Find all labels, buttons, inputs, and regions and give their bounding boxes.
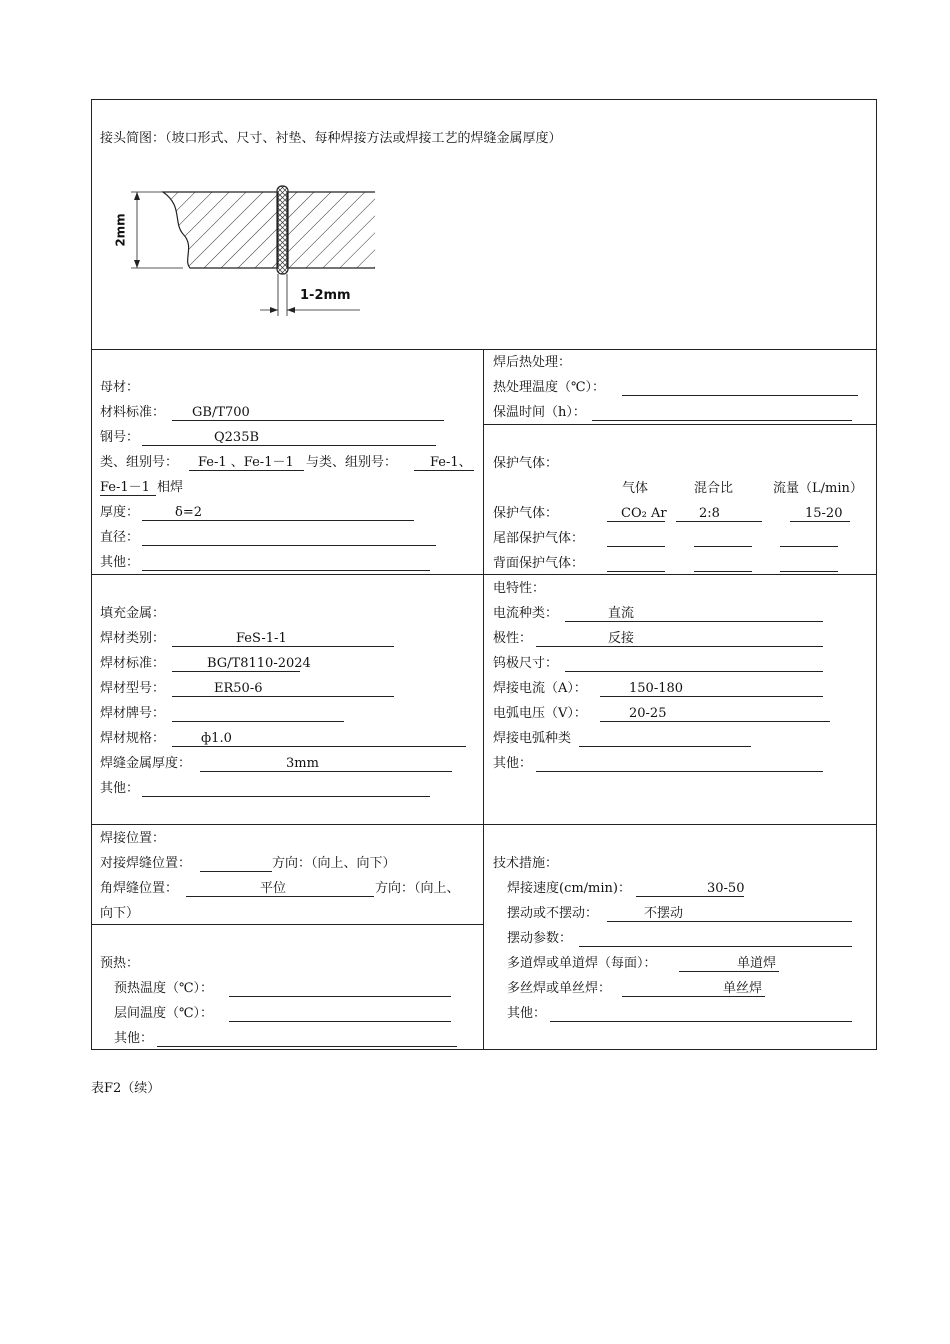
weave-value[interactable]: 不摆动 bbox=[644, 906, 684, 921]
electrical-heading: 电特性： bbox=[493, 581, 546, 596]
underline bbox=[200, 771, 452, 772]
filler-model-label: 焊材型号： bbox=[100, 681, 166, 696]
divider bbox=[91, 574, 877, 575]
gas-col-flow: 流量（L/min） bbox=[773, 481, 863, 496]
tungsten-field[interactable] bbox=[565, 671, 823, 672]
polarity-label: 极性： bbox=[493, 631, 533, 646]
filler-brand-label: 焊材牌号： bbox=[100, 706, 166, 721]
arc-type-field[interactable] bbox=[579, 746, 751, 747]
shield-mix-value[interactable]: 2:8 bbox=[699, 506, 720, 521]
back-gas-label: 背面保护气体： bbox=[493, 556, 585, 571]
current-type-label: 电流种类： bbox=[493, 606, 559, 621]
shield-gas-label: 保护气体： bbox=[493, 506, 559, 521]
back-flow-field[interactable] bbox=[780, 571, 838, 572]
class-end-label: 相焊 bbox=[157, 480, 184, 495]
gas-col-mix: 混合比 bbox=[694, 481, 734, 496]
electrical-other-field[interactable] bbox=[536, 771, 823, 772]
pwht-temp-label: 热处理温度（℃）： bbox=[493, 380, 606, 395]
current-value[interactable]: 150-180 bbox=[629, 681, 684, 696]
filler-standard-value[interactable]: BG/T8110-2024 bbox=[207, 656, 311, 671]
class-value[interactable]: Fe-1 、Fe-1－1 bbox=[198, 455, 294, 470]
class-value-2[interactable]: Fe-1、 bbox=[430, 455, 472, 470]
preheat-temp-label: 预热温度（℃）： bbox=[114, 981, 214, 996]
steel-grade-label: 钢号： bbox=[100, 430, 140, 445]
speed-value[interactable]: 30-50 bbox=[707, 881, 745, 896]
underline bbox=[536, 646, 823, 647]
filler-category-value[interactable]: FeS-1-1 bbox=[236, 631, 287, 646]
pass-label: 多道焊或单道焊（每面）： bbox=[507, 956, 657, 971]
wire-value[interactable]: 单丝焊 bbox=[723, 981, 763, 996]
thickness-value[interactable]: δ=2 bbox=[175, 505, 202, 520]
butt-direction-label: 方向：（向上、向下） bbox=[272, 856, 396, 871]
shield-gas-value[interactable]: CO₂ Ar bbox=[621, 506, 667, 521]
preheat-other-label: 其他： bbox=[114, 1031, 154, 1046]
gas-col-gas: 气体 bbox=[622, 481, 649, 496]
steel-grade-value[interactable]: Q235B bbox=[214, 430, 260, 445]
technique-other-label: 其他： bbox=[507, 1006, 547, 1021]
deposit-value[interactable]: 3mm bbox=[286, 756, 319, 771]
pass-value[interactable]: 单道焊 bbox=[737, 956, 777, 971]
tungsten-label: 钨极尺寸： bbox=[493, 656, 559, 671]
filler-brand-field[interactable] bbox=[172, 721, 344, 722]
base-other-field[interactable] bbox=[142, 570, 430, 571]
technique-heading: 技术措施： bbox=[493, 856, 559, 871]
class-mid-label: 与类、组别号： bbox=[306, 455, 398, 470]
electrical-other-label: 其他： bbox=[493, 756, 533, 771]
preheat-other-field[interactable] bbox=[157, 1046, 457, 1047]
filler-other-field[interactable] bbox=[142, 796, 430, 797]
voltage-value[interactable]: 20-25 bbox=[629, 706, 667, 721]
filler-model-value[interactable]: ER50-6 bbox=[214, 681, 263, 696]
underline bbox=[565, 621, 823, 622]
position-heading: 焊接位置： bbox=[100, 831, 166, 846]
shield-flow-value[interactable]: 15-20 bbox=[805, 506, 843, 521]
butt-position-field[interactable] bbox=[200, 871, 272, 872]
thickness-label: 厚度： bbox=[100, 505, 140, 520]
base-other-label: 其他： bbox=[100, 555, 140, 570]
class-value-3[interactable]: Fe-1－1 bbox=[100, 480, 150, 495]
preheat-heading: 预热： bbox=[100, 956, 140, 971]
trail-gas-label: 尾部保护气体： bbox=[493, 531, 585, 546]
filler-category-label: 焊材类别： bbox=[100, 631, 166, 646]
speed-label: 焊接速度(cm/min)： bbox=[507, 881, 631, 896]
divider bbox=[91, 924, 483, 925]
back-mix-field[interactable] bbox=[694, 571, 752, 572]
left-plate bbox=[163, 192, 278, 268]
interpass-field[interactable] bbox=[229, 1021, 451, 1022]
pwht-heading: 焊后热处理： bbox=[493, 355, 572, 370]
base-metal-heading: 母材： bbox=[100, 380, 140, 395]
filler-other-label: 其他： bbox=[100, 781, 140, 796]
diameter-label: 直径： bbox=[100, 530, 140, 545]
divider bbox=[483, 424, 877, 425]
current-label: 焊接电流（A）： bbox=[493, 681, 587, 696]
deposit-label: 焊缝金属厚度： bbox=[100, 756, 192, 771]
material-standard-value[interactable]: GB/T700 bbox=[192, 405, 250, 420]
weld-bead bbox=[277, 186, 288, 274]
joint-title: 接头简图：（坡口形式、尺寸、衬垫、每种焊接方法或焊接工艺的焊缝金属厚度） bbox=[100, 131, 562, 146]
table-caption: 表F2（续） bbox=[91, 1081, 161, 1096]
divider bbox=[91, 349, 877, 350]
pwht-temp-field[interactable] bbox=[622, 395, 858, 396]
current-type-value[interactable]: 直流 bbox=[608, 606, 635, 621]
divider bbox=[483, 349, 484, 1050]
dim-thickness: 2mm bbox=[113, 213, 128, 247]
fillet-position-value[interactable]: 平位 bbox=[260, 881, 287, 896]
back-gas-field[interactable] bbox=[607, 571, 665, 572]
polarity-value[interactable]: 反接 bbox=[608, 631, 635, 646]
fillet-direction-label-2: 向下） bbox=[100, 906, 140, 921]
weave-param-field[interactable] bbox=[579, 946, 852, 947]
filler-heading: 填充金属： bbox=[100, 606, 166, 621]
divider bbox=[91, 824, 877, 825]
weave-param-label: 摆动参数： bbox=[507, 931, 573, 946]
trail-mix-field[interactable] bbox=[694, 546, 752, 547]
filler-spec-value[interactable]: ф1.0 bbox=[201, 731, 232, 746]
arc-type-label: 焊接电弧种类 bbox=[493, 731, 572, 746]
trail-flow-field[interactable] bbox=[780, 546, 838, 547]
pwht-hold-label: 保温时间（h）： bbox=[493, 405, 586, 420]
weave-label: 摆动或不摆动： bbox=[507, 906, 599, 921]
trail-gas-field[interactable] bbox=[607, 546, 665, 547]
filler-standard-label: 焊材标准： bbox=[100, 656, 166, 671]
wire-label: 多丝焊或单丝焊： bbox=[507, 981, 612, 996]
voltage-label: 电弧电压（V）： bbox=[493, 706, 587, 721]
gas-heading: 保护气体： bbox=[493, 456, 559, 471]
fillet-direction-label: 方向：（向上、 bbox=[375, 881, 460, 896]
class-label: 类、组别号： bbox=[100, 455, 179, 470]
fillet-position-label: 角焊缝位置： bbox=[100, 881, 179, 896]
butt-position-label: 对接焊缝位置： bbox=[100, 856, 192, 871]
technique-other-field[interactable] bbox=[550, 1021, 852, 1022]
interpass-label: 层间温度（℃）： bbox=[114, 1006, 214, 1021]
right-plate bbox=[287, 192, 375, 268]
underline bbox=[172, 696, 394, 697]
material-standard-label: 材料标准： bbox=[100, 405, 166, 420]
underline bbox=[142, 445, 436, 446]
dim-gap: 1-2mm bbox=[300, 288, 351, 303]
preheat-temp-field[interactable] bbox=[229, 996, 451, 997]
diameter-field[interactable] bbox=[142, 545, 436, 546]
filler-spec-label: 焊材规格： bbox=[100, 731, 166, 746]
pwht-hold-field[interactable] bbox=[592, 420, 852, 421]
